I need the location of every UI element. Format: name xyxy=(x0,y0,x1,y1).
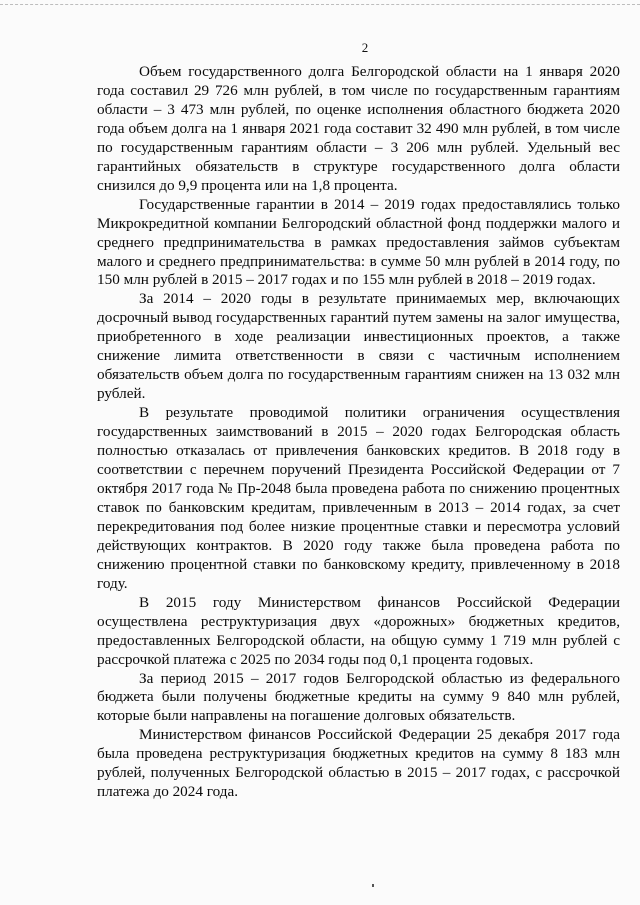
paragraph-federal-credits: За период 2015 – 2017 годов Белгородской областью из федерального бюджета были получены бюджетные кредиты на сумму 9 840 млн рублей, которые были направлены на погашение долговых обязательств. xyxy=(97,669,620,725)
paragraph-borrowing-policy: В результате проводимой политики ограничения осуществления государственных заимствований в 2015 – 2020 годах Белгородская область полностью отказалась от привлечения банковских кредитов. В 2018 году в соответствии с перечнем поручений Президента Российской Федерации от 7 октября 2017 года № Пр-2048 была проведена работа по снижению процентных ставок по банковским кредитам, привлеченным в 2013 – 2014 годах, за счет перекредитования под более низкие процентные ставки и пересмотра условий действующих контрактов. В 2020 году также была проведена работа по снижению процентной ставки по банковскому кредиту, привлеченному в 2018 году. xyxy=(97,404,620,592)
paragraph-debt-volume: Объем государственного долга Белгородской области на 1 января 2020 года составил 29 726 млн рублей, в том числе по государственным гарантиям области – 3 473 млн рублей, по оценке исполнения областного бюджета 2020 года объем долга на 1 января 2021 года составит 32 490 млн рублей, в том числе по государственным гарантиям области – 3 206 млн рублей. Удельный вес гарантийных обязательств в структуре государственного долга области снизился до 9,9 процента или на 1,8 процента. xyxy=(97,63,620,194)
page-number: 2 xyxy=(361,40,369,55)
paragraph-state-guarantees: Государственные гарантии в 2014 – 2019 годах предоставлялись только Микрокредитной компании Белгородский областной фонд поддержки малого и среднего предпринимательства в рамках предоставления займов субъектам малого и среднего предпринимательства: в сумме 50 млн рублей в 2014 году, по 150 млн рублей в 2015 – 2017 годах и по 155 млн рублей в 2018 – 2019 годах. xyxy=(97,195,620,289)
paragraph-restructuring-2015: В 2015 году Министерством финансов Российской Федерации осуществлена реструктуризация двух «дорожных» бюджетных кредитов, предоставленных Белгородской области, на общую сумму 1 719 млн рублей с рассрочкой платежа с 2025 по 2034 годы под 0,1 процента годовых. xyxy=(97,593,620,668)
scan-artifact-mark xyxy=(372,884,374,887)
top-scan-edge xyxy=(0,4,640,5)
paragraph-guarantee-reduction: За 2014 – 2020 годы в результате принимаемых мер, включающих досрочный вывод государственных гарантий путем замены на залог имущества, приобретенного в ходе реализации инвестиционных проектов, а также снижение лимита ответственности в связи с частичным исполнением обязательств объем долга по государственным гарантиям снижен на 13 032 млн рублей. xyxy=(97,290,620,403)
paragraph-restructuring-2017: Министерством финансов Российской Федерации 25 декабря 2017 года была проведена реструктуризация бюджетных кредитов на сумму 8 183 млн рублей, полученных Белгородской областью в 2015 – 2017 годах, с рассрочкой платежа до 2024 года. xyxy=(97,726,620,801)
document-body xyxy=(97,63,620,802)
